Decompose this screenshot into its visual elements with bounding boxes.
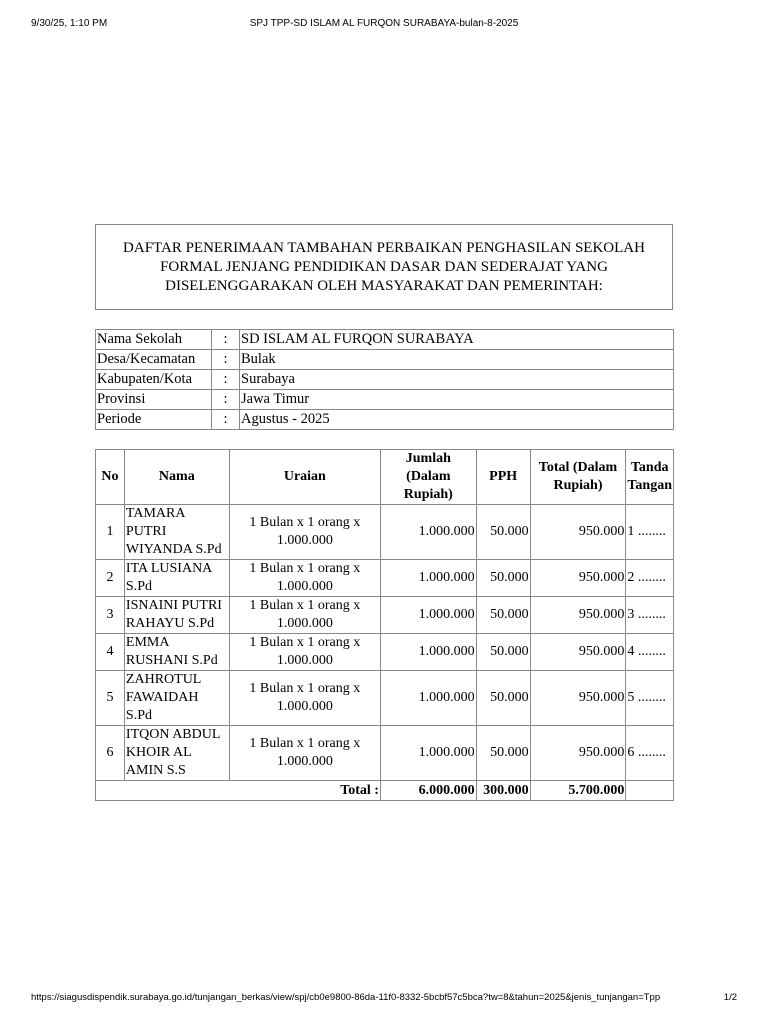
row-pph: 50.000 [476,671,530,726]
info-label: Desa/Kecamatan [96,350,212,370]
table-row [96,597,674,634]
info-label: Kabupaten/Kota [96,370,212,390]
recipients-table-body [96,505,674,781]
info-value: Jawa Timur [240,390,674,410]
row-total: 950.000 [530,671,626,726]
print-datetime: 9/30/25, 1:10 PM [31,18,108,29]
info-separator: : [212,410,240,430]
row-nama: ISNAINI PUTRI RAHAYU S.Pd [124,597,229,634]
info-separator: : [212,350,240,370]
row-pph: 50.000 [476,597,530,634]
row-uraian: 1 Bulan x 1 orang x 1.000.000 [229,671,380,726]
totals-jumlah: 6.000.000 [380,781,476,801]
row-jumlah: 1.000.000 [380,634,476,671]
totals-row [96,781,674,801]
page-url: https://siagusdispendik.surabaya.go.id/tunjangan_berkas/view/spj/cb0e9800-86da-11f0-8332-5bcbf57c5bca?tw=8&tahun=2025&jenis_tunjangan=Tpp [31,992,661,1003]
info-row [96,370,674,390]
row-nama: ITQON ABDUL KHOIR AL AMIN S.S [124,726,229,781]
totals-label: Total : [96,781,381,801]
row-pph: 50.000 [476,560,530,597]
table-row [96,505,674,560]
info-row [96,390,674,410]
page-number: 1/2 [723,992,737,1003]
row-jumlah: 1.000.000 [380,726,476,781]
row-tanda-tangan: 6 ........ [626,726,674,781]
info-label: Provinsi [96,390,212,410]
info-label: Periode [96,410,212,430]
row-no: 4 [96,634,125,671]
totals-total: 5.700.000 [530,781,626,801]
table-row [96,634,674,671]
info-separator: : [212,370,240,390]
recipients-table [95,449,674,801]
print-header [31,18,737,32]
info-separator: : [212,390,240,410]
row-no: 2 [96,560,125,597]
info-value: Surabaya [240,370,674,390]
row-uraian: 1 Bulan x 1 orang x 1.000.000 [229,634,380,671]
info-separator: : [212,330,240,350]
info-row [96,330,674,350]
row-nama: ZAHROTUL FAWAIDAH S.Pd [124,671,229,726]
totals-tanda-empty [626,781,674,801]
header-row [96,450,674,505]
row-uraian: 1 Bulan x 1 orang x 1.000.000 [229,560,380,597]
row-uraian: 1 Bulan x 1 orang x 1.000.000 [229,505,380,560]
info-label: Nama Sekolah [96,330,212,350]
row-pph: 50.000 [476,726,530,781]
row-jumlah: 1.000.000 [380,560,476,597]
info-value: Bulak [240,350,674,370]
school-info-table [95,329,674,430]
col-nama-header: Nama [124,450,229,505]
row-total: 950.000 [530,560,626,597]
row-nama: EMMA RUSHANI S.Pd [124,634,229,671]
col-jumlah-header: Jumlah (Dalam Rupiah) [380,450,476,505]
row-tanda-tangan: 2 ........ [626,560,674,597]
row-no: 3 [96,597,125,634]
row-total: 950.000 [530,597,626,634]
row-nama: TAMARA PUTRI WIYANDA S.Pd [124,505,229,560]
school-info-body [96,330,674,430]
table-row [96,671,674,726]
row-pph: 50.000 [476,505,530,560]
document-title-box [95,224,673,310]
row-no: 5 [96,671,125,726]
row-uraian: 1 Bulan x 1 orang x 1.000.000 [229,726,380,781]
info-row [96,350,674,370]
row-tanda-tangan: 5 ........ [626,671,674,726]
recipients-table-foot [96,781,674,801]
info-value: SD ISLAM AL FURQON SURABAYA [240,330,674,350]
table-row [96,560,674,597]
print-page-title: SPJ TPP-SD ISLAM AL FURQON SURABAYA-bulan-8-2025 [249,18,519,29]
row-jumlah: 1.000.000 [380,671,476,726]
recipients-table-head [96,450,674,505]
row-tanda-tangan: 1 ........ [626,505,674,560]
info-value: Agustus - 2025 [240,410,674,430]
col-tanda-header: Tanda Tangan [626,450,674,505]
row-no: 1 [96,505,125,560]
table-row [96,726,674,781]
row-total: 950.000 [530,726,626,781]
row-nama: ITA LUSIANA S.Pd [124,560,229,597]
col-no-header: No [96,450,125,505]
row-pph: 50.000 [476,634,530,671]
row-jumlah: 1.000.000 [380,597,476,634]
row-total: 950.000 [530,505,626,560]
document-title: DAFTAR PENERIMAAN TAMBAHAN PERBAIKAN PENGHASILAN SEKOLAH FORMAL JENJANG PENDIDIKAN DASAR DAN SEDERAJAT YANG DISELENGGARAKAN OLEH MASYARAKAT DAN PEMERINTAH: [123,239,645,294]
info-row [96,410,674,430]
col-uraian-header: Uraian [229,450,380,505]
row-tanda-tangan: 4 ........ [626,634,674,671]
row-no: 6 [96,726,125,781]
print-footer [31,992,737,1006]
totals-pph: 300.000 [476,781,530,801]
row-total: 950.000 [530,634,626,671]
row-jumlah: 1.000.000 [380,505,476,560]
row-uraian: 1 Bulan x 1 orang x 1.000.000 [229,597,380,634]
col-total-header: Total (Dalam Rupiah) [530,450,626,505]
row-tanda-tangan: 3 ........ [626,597,674,634]
col-pph-header: PPH [476,450,530,505]
